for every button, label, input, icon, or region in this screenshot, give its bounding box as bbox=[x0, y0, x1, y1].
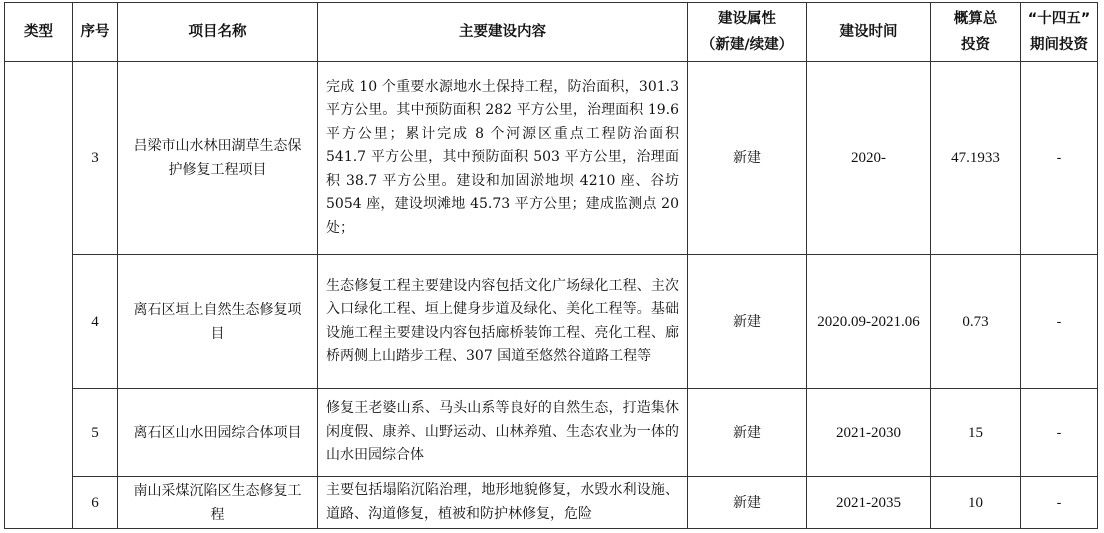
invest-cell: 15 bbox=[931, 389, 1021, 477]
header-name: 项目名称 bbox=[118, 3, 318, 62]
time-cell: 2020- bbox=[807, 62, 931, 255]
table-row bbox=[5, 62, 1098, 255]
table-row bbox=[5, 255, 1098, 389]
header-seq: 序号 bbox=[73, 3, 118, 62]
content-cell: 完成 10 个重要水源地水土保持工程，防治面积，301.3 平方公里。其中预防面积 282 平方公里，治理面积 19.6 平方公里；累计完成 8 个河源区重点工程防治面积 541.7 平方公里，其中预防面积 503 平方公里，治理面积 38.7 平方公里。建设和加固淤地坝 4210 座、谷坊 5054 座，建设坝滩地 45.73 平方公里；建成监测点 20 处； bbox=[318, 62, 688, 255]
header-row bbox=[5, 3, 1098, 62]
period-cell: - bbox=[1021, 255, 1098, 389]
seq-cell: 6 bbox=[73, 477, 118, 529]
content-cell: 生态修复工程主要建设内容包括文化广场绿化工程、主次入口绿化工程、垣上健身步道及绿化、美化工程等。基础设施工程主要建设内容包括廊桥装饰工程、亮化工程、廊桥两侧上山踏步工程、307 国道至悠然谷道路工程等 bbox=[318, 255, 688, 389]
invest-cell: 0.73 bbox=[931, 255, 1021, 389]
time-cell: 2021-2035 bbox=[807, 477, 931, 529]
header-type: 类型 bbox=[5, 3, 73, 62]
header-period bbox=[1021, 3, 1098, 62]
time-cell: 2021-2030 bbox=[807, 389, 931, 477]
seq-cell: 3 bbox=[73, 62, 118, 255]
header-invest-line2: 投资 bbox=[961, 37, 990, 53]
attr-cell: 新建 bbox=[688, 255, 807, 389]
attr-cell: 新建 bbox=[688, 62, 807, 255]
content-cell: 修复王老婆山系、马头山系等良好的自然生态，打造集休闲度假、康养、山野运动、山林养殖、生态农业为一体的山水田园综合体 bbox=[318, 389, 688, 477]
header-attr bbox=[688, 3, 807, 62]
seq-cell: 5 bbox=[73, 389, 118, 477]
attr-cell: 新建 bbox=[688, 389, 807, 477]
seq-cell: 4 bbox=[73, 255, 118, 389]
table-row bbox=[5, 389, 1098, 477]
header-attr-line1: 建设属性 bbox=[718, 11, 776, 27]
content-cell: 主要包括塌陷沉陷治理，地形地貌修复，水毁水利设施、道路、沟道修复，植被和防护林修复，危险 bbox=[318, 477, 688, 529]
project-table bbox=[4, 2, 1098, 529]
period-cell: - bbox=[1021, 62, 1098, 255]
name-cell: 离石区垣上自然生态修复项目 bbox=[118, 255, 318, 389]
header-period-line2: 期间投资 bbox=[1030, 37, 1088, 53]
period-cell: - bbox=[1021, 477, 1098, 529]
header-period-line1: “十四五” bbox=[1027, 11, 1091, 27]
header-content: 主要建设内容 bbox=[318, 3, 688, 62]
invest-cell: 47.1933 bbox=[931, 62, 1021, 255]
header-time: 建设时间 bbox=[807, 3, 931, 62]
attr-cell: 新建 bbox=[688, 477, 807, 529]
name-cell: 吕梁市山水林田湖草生态保护修复工程项目 bbox=[118, 62, 318, 255]
invest-cell: 10 bbox=[931, 477, 1021, 529]
table-row bbox=[5, 477, 1098, 529]
type-cell bbox=[5, 62, 73, 529]
name-cell: 离石区山水田园综合体项目 bbox=[118, 389, 318, 477]
header-invest-line1: 概算总 bbox=[953, 11, 998, 27]
period-cell: - bbox=[1021, 389, 1098, 477]
header-invest bbox=[931, 3, 1021, 62]
name-cell: 南山采煤沉陷区生态修复工程 bbox=[118, 477, 318, 529]
time-cell: 2020.09-2021.06 bbox=[807, 255, 931, 389]
header-attr-line2: （新建/续建） bbox=[700, 37, 794, 53]
